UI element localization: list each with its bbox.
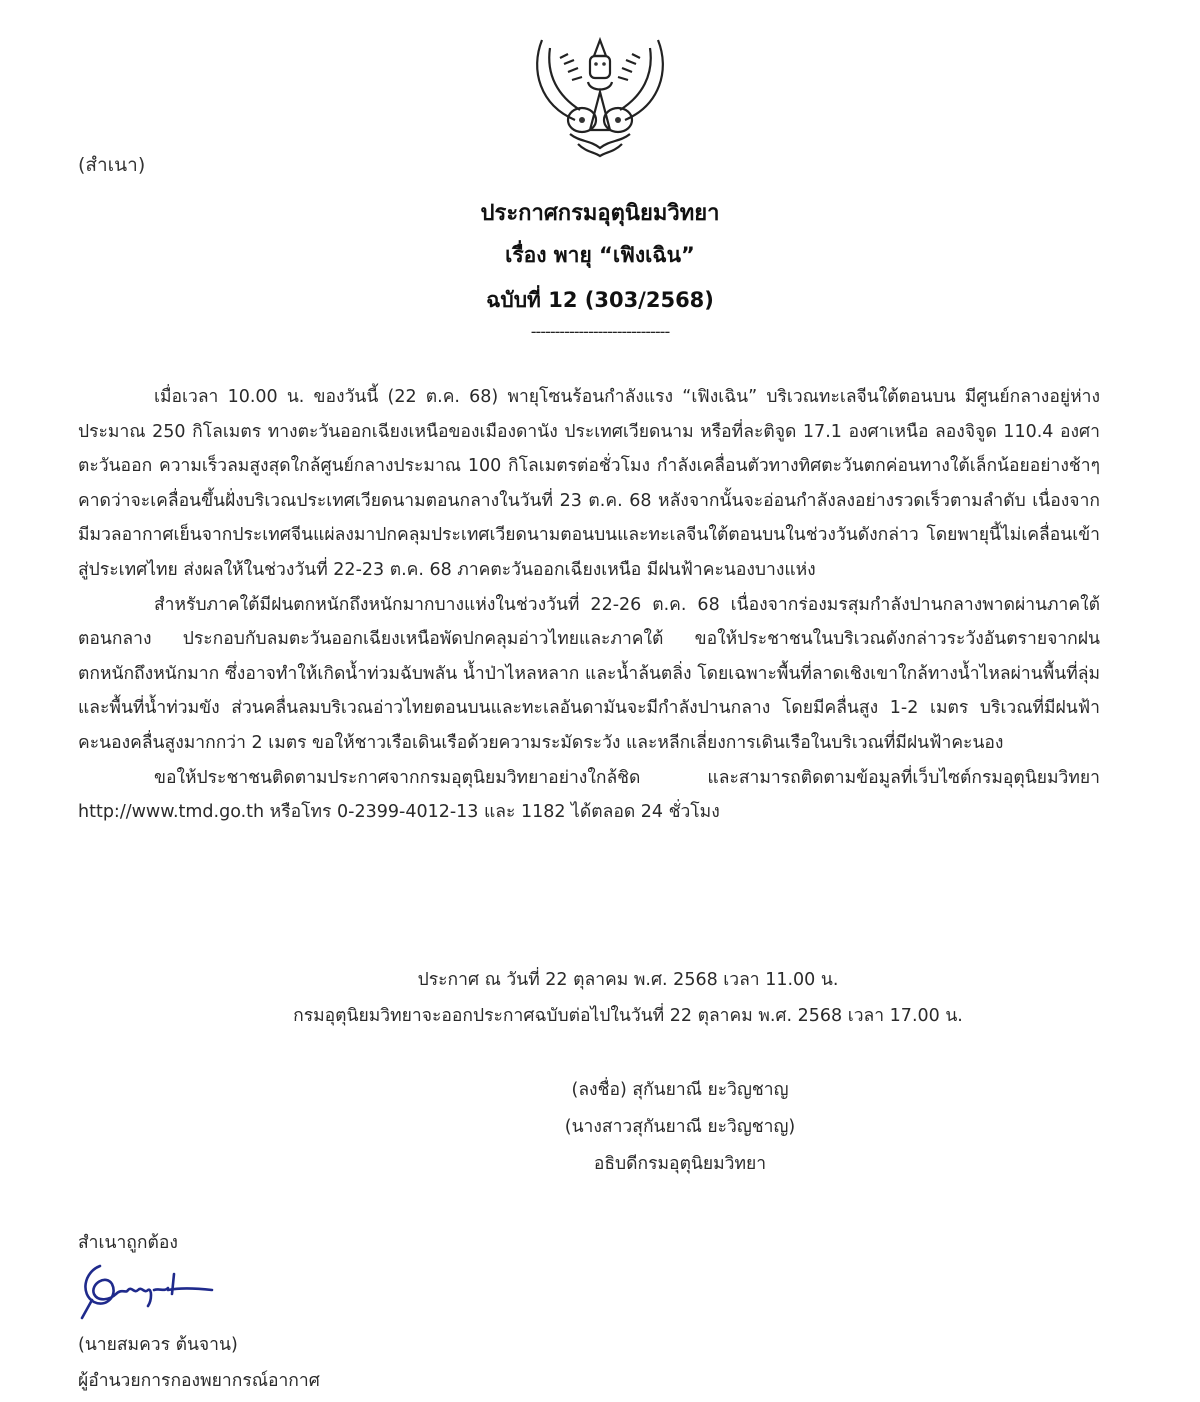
announcement-header — [0, 196, 1200, 342]
issue-date-block — [0, 962, 1200, 1034]
issue-number: ฉบับที่ 12 (303/2568) — [486, 288, 714, 312]
signed-name: (ลงชื่อ) สุกันยาณี ยะวิญชาญ — [571, 1080, 789, 1100]
certifier-name: (นายสมควร ต้นจาน) — [78, 1335, 238, 1355]
page-title: ประกาศกรมอุตุนิยมวิทยา — [480, 201, 720, 226]
signer-position: อธิบดีกรมอุตุนิยมวิทยา — [593, 1154, 767, 1174]
paragraph-contact-info: ขอให้ประชาชนติดตามประกาศจากกรมอุตุนิยมวิทยาอย่างใกล้ชิด และสามารถติดตามข้อมูลที่เว็บไซต์กรมอุตุนิยมวิทยา http://www.tmd.go.th หรือโทร 0-2399-4012-13 และ 1182 ได้ตลอด 24 ชั่วโมง — [78, 767, 1100, 823]
announcement-body — [78, 380, 1100, 830]
next-issue-line: กรมอุตุนิยมวิทยาจะออกประกาศฉบับต่อไปในวันที่ 22 ตุลาคม พ.ศ. 2568 เวลา 17.00 น. — [293, 1006, 963, 1026]
certified-copy-block — [78, 1228, 320, 1396]
issued-line: ประกาศ ณ วันที่ 22 ตุลาคม พ.ศ. 2568 เวลา 11.00 น. — [417, 970, 839, 990]
garuda-emblem-icon — [520, 30, 680, 160]
signer-full-name: (นางสาวสุกันยาณี ยะวิญชาญ) — [564, 1117, 796, 1137]
paragraph-south-rain-warning: สำหรับภาคใต้มีฝนตกหนักถึงหนักมากบางแห่งในช่วงวันที่ 22-26 ต.ค. 68 เนื่องจากร่องมรสุมกำลังปานกลางพาดผ่านภาคใต้ตอนกลาง ประกอบกับลมตะวันออกเฉียงเหนือพัดปกคลุมอ่าวไทยและภาคใต้ ขอให้ประชาชนในบริเวณดังกล่าวระวังอันตรายจากฝนตกหนักถึงหนักมาก ซึ่งอาจทำให้เกิดน้ำท่วมฉับพลัน น้ำป่าไหลหลาก และน้ำล้นตลิ่ง โดยเฉพาะพื้นที่ลาดเชิงเขาใกล้ทางน้ำไหลผ่านพื้นที่ลุ่ม และพื้นที่น้ำท่วมขัง ส่วนคลื่นลมบริเวณอ่าวไทยตอนบนและทะเลอันดามันจะมีกำลังปานกลาง โดยมีคลื่นสูง 1-2 เมตร บริเวณที่มีฝนฟ้าคะนองคลื่นสูงมากกว่า 2 เมตร ขอให้ชาวเรือเดินเรือด้วยความระมัดระวัง และหลีกเลี่ยงการเดินเรือในบริเวณที่มีฝนฟ้าคะนอง — [78, 594, 1100, 753]
separator-rule: ----------------------------- — [530, 322, 670, 341]
handwritten-signature-icon — [78, 1260, 218, 1322]
certified-copy-label: สำเนาถูกต้อง — [78, 1233, 178, 1253]
copy-mark: (สำเนา) — [78, 154, 146, 176]
paragraph-storm-status: เมื่อเวลา 10.00 น. ของวันนี้ (22 ต.ค. 68) พายุโซนร้อนกำลังแรง “เฟิงเฉิน” บริเวณทะเลจีนใต้ตอนบน มีศูนย์กลางอยู่ห่างประมาณ 250 กิโลเมตร ทางตะวันออกเฉียงเหนือของเมืองดานัง ประเทศเวียดนาม หรือที่ละติจูด 17.1 องศาเหนือ ลองจิจูด 110.4 องศาตะวันออก ความเร็วลมสูงสุดใกล้ศูนย์กลางประมาณ 100 กิโลเมตรต่อชั่วโมง กำลังเคลื่อนตัวทางทิศตะวันตกค่อนทางใต้เล็กน้อยอย่างช้าๆ คาดว่าจะเคลื่อนขึ้นฝั่งบริเวณประเทศเวียดนามตอนกลางในวันที่ 23 ต.ค. 68 หลังจากนั้นจะอ่อนกำลังลงอย่างรวดเร็วตามลำดับ เนื่องจากมีมวลอากาศเย็นจากประเทศจีนแผ่ลงมาปกคลุมประเทศเวียดนามตอนบนและทะเลจีนใต้ตอนบนในช่วงวันดังกล่าว โดยพายุนี้ไม่เคลื่อนเข้าสู่ประเทศไทย ส่งผลให้ในช่วงวันที่ 22-23 ต.ค. 68 ภาคตะวันออกเฉียงเหนือ มีฝนฟ้าคะนองบางแห่ง — [78, 387, 1100, 580]
certifier-position: ผู้อำนวยการกองพยากรณ์อากาศ — [78, 1371, 320, 1391]
subject-line: เรื่อง พายุ “เฟิงเฉิน” — [505, 243, 695, 267]
director-signature-block — [530, 1072, 830, 1183]
